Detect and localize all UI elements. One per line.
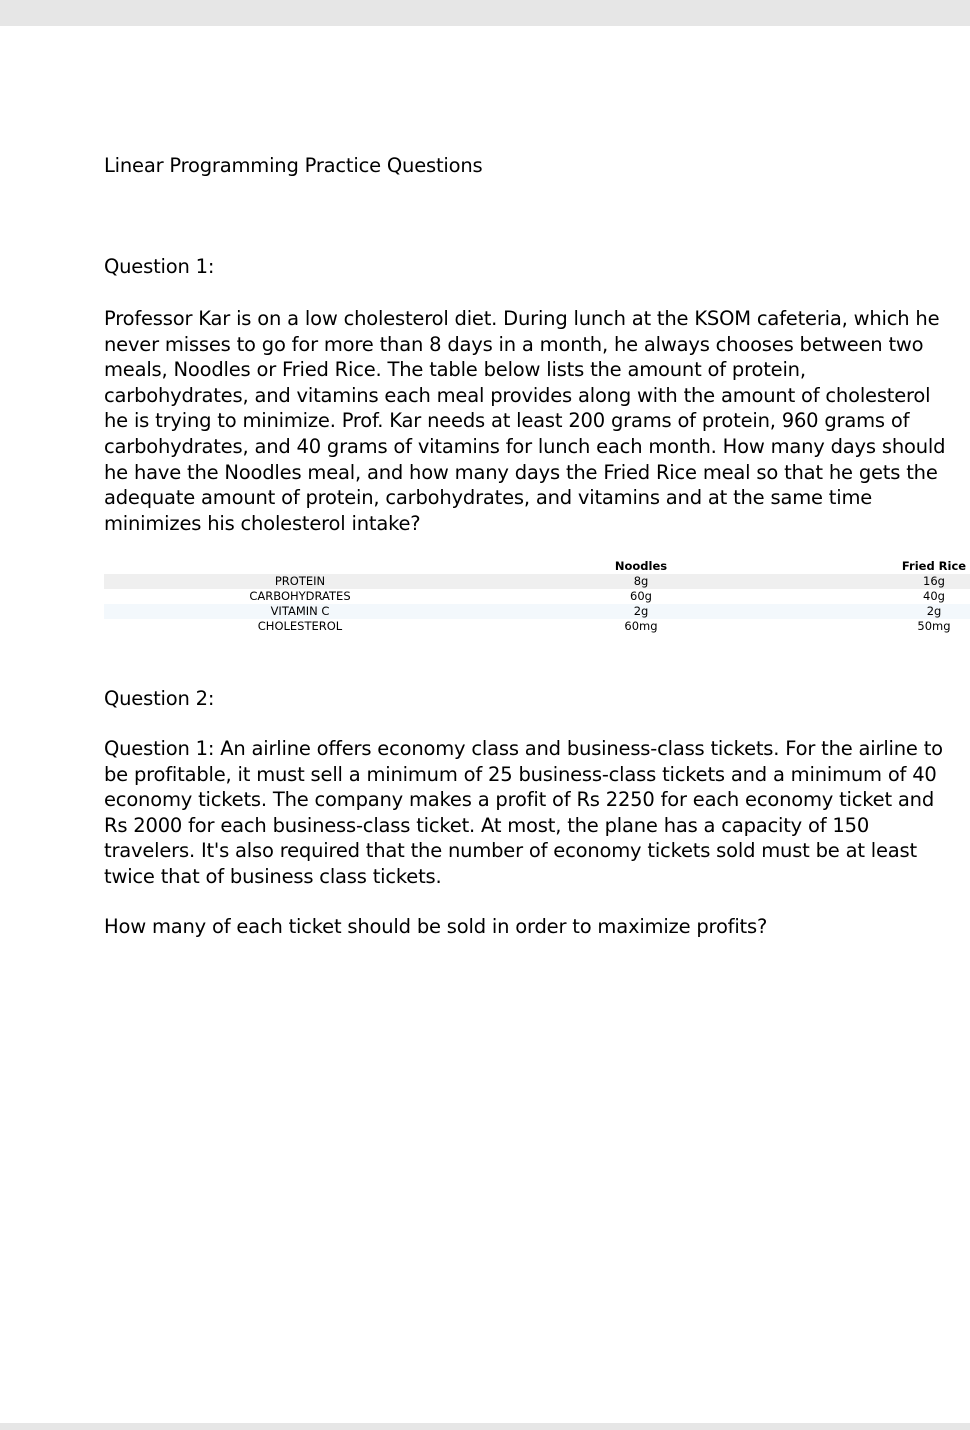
fried-rice-value: 50mg	[917, 619, 951, 633]
text-line: economy tickets. The company makes a profit of Rs 2250 for each economy ticket and	[104, 788, 935, 812]
table-header-row	[104, 559, 970, 574]
text-line: he have the Noodles meal, and how many days the Fried Rice meal so that he gets the	[104, 460, 938, 484]
row-label: PROTEIN	[274, 574, 326, 588]
row-label: VITAMIN C	[270, 604, 330, 618]
text-line: meals, Noodles or Fried Rice. The table below lists the amount of protein,	[104, 358, 806, 382]
fried-rice-value: 16g	[923, 574, 945, 588]
text-line: Professor Kar is on a low cholesterol diet. During lunch at the KSOM cafeteria, which he	[104, 307, 940, 330]
noodles-value: 60g	[630, 589, 652, 603]
document-page	[0, 26, 970, 1423]
text-line: be profitable, it must sell a minimum of 25 business-class tickets and a minimum of 40	[104, 762, 937, 786]
text-line: adequate amount of protein, carbohydrates, and vitamins and at the same time	[104, 486, 873, 510]
text-line: travelers. It's also required that the number of economy tickets sold must be at least	[104, 839, 917, 863]
table-row	[104, 619, 970, 634]
text-line: How many of each ticket should be sold in order to maximize profits?	[104, 915, 768, 938]
question-2-final-question	[104, 914, 944, 940]
table-row	[104, 574, 970, 589]
viewer-bottom-bar	[0, 1423, 970, 1430]
table-row	[104, 589, 970, 604]
fried-rice-value: 40g	[923, 589, 945, 603]
nutrition-table	[104, 559, 970, 634]
text-line: never misses to go for more than 8 days in a month, he always chooses between two	[104, 332, 924, 356]
noodles-value: 8g	[633, 574, 649, 588]
noodles-value: 2g	[633, 604, 649, 618]
text-line: carbohydrates, and 40 grams of vitamins for lunch each month. How many days should	[104, 434, 946, 458]
fried-rice-value: 2g	[926, 604, 942, 618]
text-line: Rs 2000 for each business-class ticket. At most, the plane has a capacity of 150	[104, 813, 870, 837]
text-line: he is trying to minimize. Prof. Kar needs at least 200 grams of protein, 960 grams of	[104, 409, 910, 433]
column-header-noodles: Noodles	[614, 559, 668, 573]
document-title: Linear Programming Practice Questions	[104, 154, 483, 177]
text-line: twice that of business class tickets.	[104, 864, 442, 888]
text-line: carbohydrates, and vitamins each meal provides along with the amount of cholesterol	[104, 383, 931, 407]
question-2-heading: Question 2:	[104, 687, 215, 710]
table-row	[104, 604, 970, 619]
question-1-text	[104, 306, 944, 536]
row-label: CARBOHYDRATES	[249, 589, 351, 603]
text-line: minimizes his cholesterol intake?	[104, 511, 421, 535]
noodles-value: 60mg	[624, 619, 658, 633]
column-header-fried-rice: Fried Rice	[901, 559, 967, 573]
text-line: Question 1: An airline offers economy class and business-class tickets. For the airline to	[104, 737, 943, 760]
question-2-text	[104, 736, 944, 890]
row-label: CHOLESTEROL	[257, 619, 343, 633]
question-1-heading: Question 1:	[104, 255, 215, 278]
